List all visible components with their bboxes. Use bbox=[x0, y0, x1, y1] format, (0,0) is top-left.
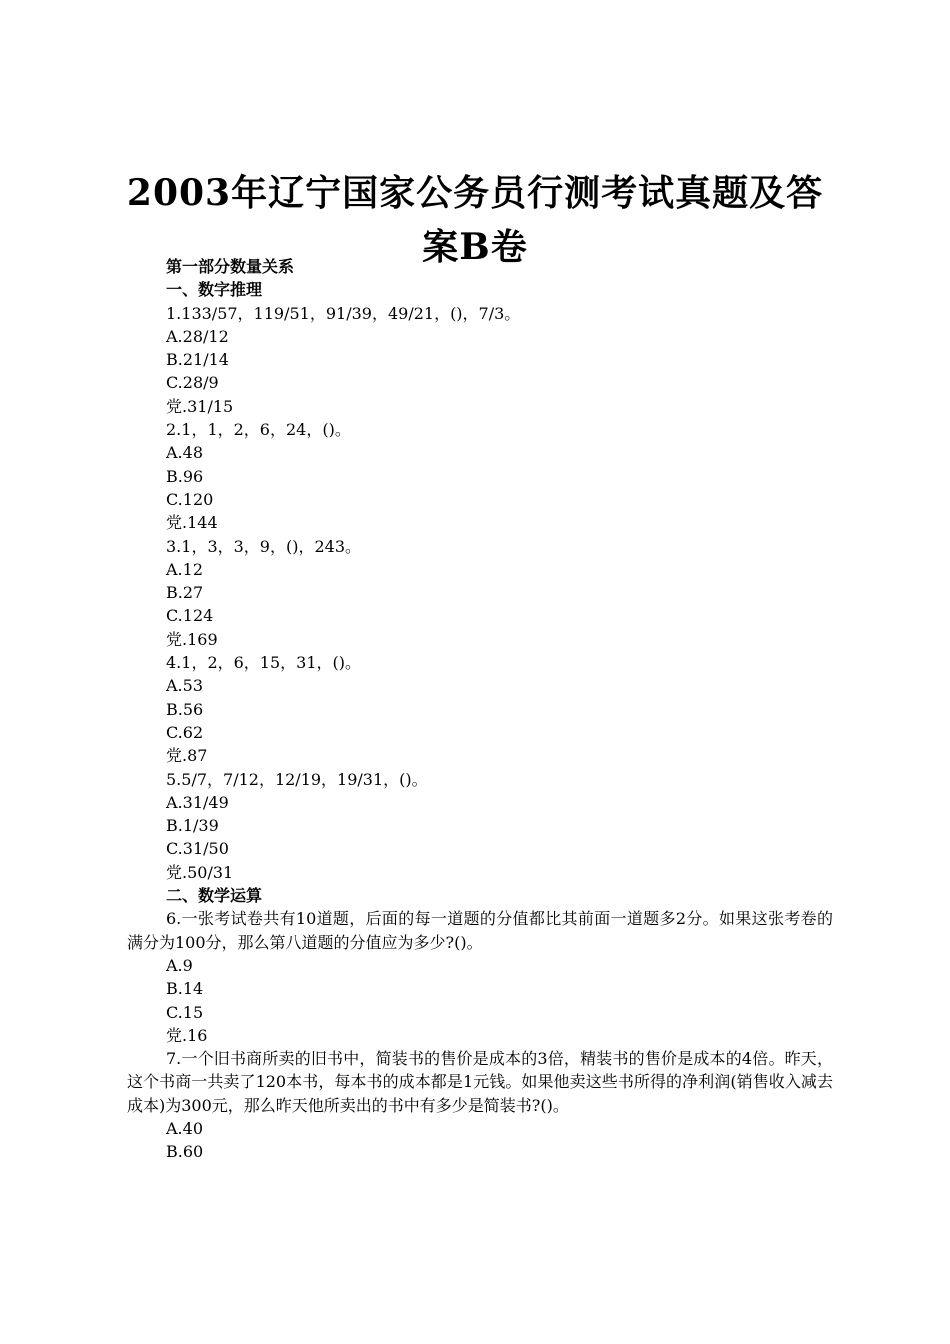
option-d: 党.31/15 bbox=[166, 396, 234, 416]
option-c: C.124 bbox=[166, 606, 214, 626]
option-a: A.9 bbox=[166, 955, 193, 975]
option-c: C.28/9 bbox=[166, 373, 219, 393]
section-heading-math-operations: 二、数学运算 bbox=[166, 886, 263, 906]
question-stem: 7.一个旧书商所卖的旧书中，简装书的售价是成本的3倍，精装书的售价是成本的4倍。昨天，这个书商一共卖了120本书，每本书的成本都是1元钱。如果他卖这些书所得的净利润(销售收入减去成本)为300元，那么昨天他所卖出的书中有多少是简装书?()。 bbox=[127, 1049, 833, 1115]
option-a: A.31/49 bbox=[166, 792, 229, 812]
option-c: C.15 bbox=[166, 1002, 204, 1022]
option-a: A.12 bbox=[166, 559, 203, 579]
option-d: 党.169 bbox=[166, 629, 218, 649]
question-stem: 1.133/57，119/51，91/39，49/21，()，7/3。 bbox=[166, 303, 521, 323]
option-b: B.14 bbox=[166, 979, 204, 999]
option-b: B.56 bbox=[166, 699, 204, 719]
option-b: B.21/14 bbox=[166, 350, 229, 370]
question-stem: 5.5/7，7/12，12/19，19/31，()。 bbox=[166, 769, 428, 789]
option-a: A.48 bbox=[166, 443, 203, 463]
option-a: A.40 bbox=[166, 1118, 203, 1138]
part-heading: 第一部分数量关系 bbox=[166, 257, 295, 276]
section-heading-number-reasoning: 一、数字推理 bbox=[166, 280, 263, 300]
question-stem: 3.1，3，3，9，()，243。 bbox=[166, 536, 362, 556]
option-d: 党.144 bbox=[166, 513, 218, 533]
document-title: 2003年辽宁国家公务员行测考试真题及答案B卷 bbox=[126, 172, 824, 268]
option-c: C.31/50 bbox=[166, 839, 229, 859]
option-c: C.120 bbox=[166, 489, 214, 509]
option-d: 党.50/31 bbox=[166, 862, 234, 882]
option-c: C.62 bbox=[166, 722, 204, 742]
option-d: 党.87 bbox=[166, 746, 208, 766]
document-body bbox=[127, 255, 833, 1164]
question-stem: 4.1，2，6，15，31，()。 bbox=[166, 653, 362, 673]
option-b: B.96 bbox=[166, 466, 204, 486]
question-stem: 2.1，1，2，6，24，()。 bbox=[166, 420, 351, 440]
question-stem: 6.一张考试卷共有10道题，后面的每一道题的分值都比其前面一道题多2分。如果这张考卷的满分为100分，那么第八道题的分值应为多少?()。 bbox=[127, 909, 833, 952]
option-b: B.60 bbox=[166, 1142, 204, 1162]
option-a: A.53 bbox=[166, 676, 203, 696]
option-b: B.1/39 bbox=[166, 816, 219, 836]
option-d: 党.16 bbox=[166, 1025, 208, 1045]
option-a: A.28/12 bbox=[166, 326, 229, 346]
option-b: B.27 bbox=[166, 583, 204, 603]
